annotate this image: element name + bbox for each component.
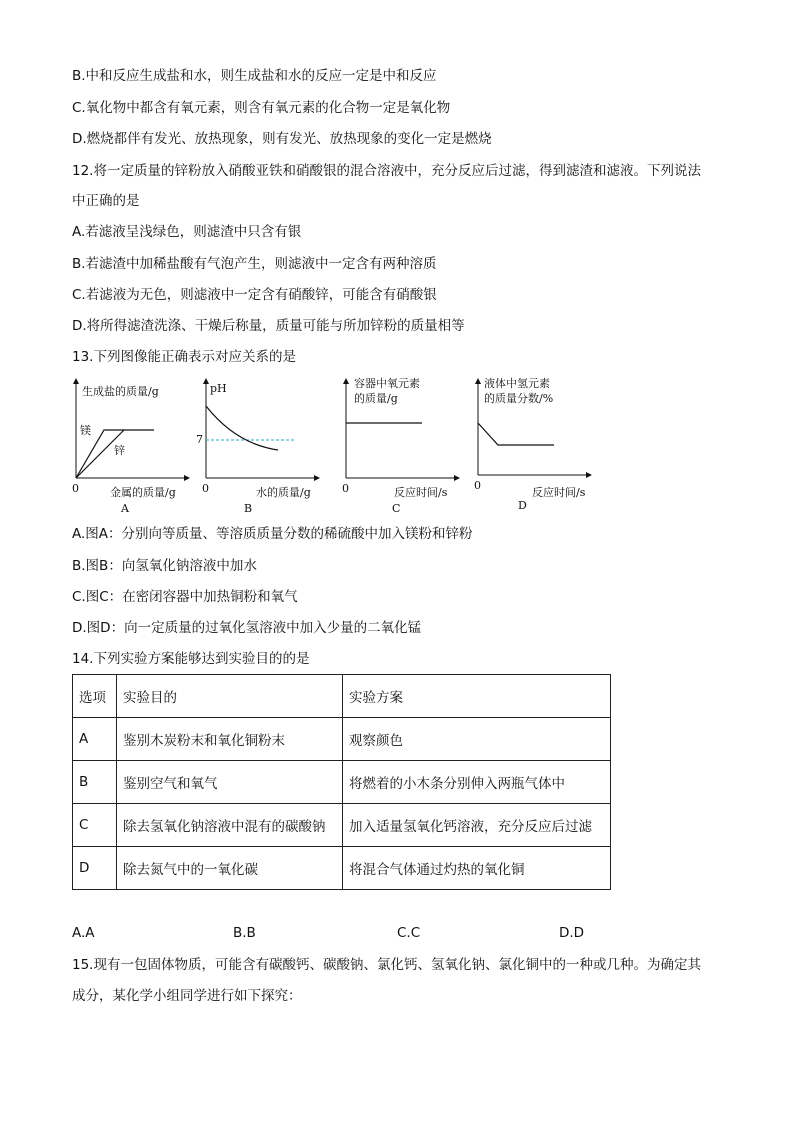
graph-a-ylabel: 生成盐的质量/g [82, 385, 159, 398]
graph-d-xlabel: 反应时间/s [532, 486, 586, 499]
graph-b-curve [206, 406, 278, 450]
graph-c-xlabel: 反应时间/s [394, 486, 448, 499]
graph-a-letter: A [121, 502, 129, 515]
graph-d-line [478, 423, 554, 445]
graph-a-series-mg: 镁 [80, 424, 91, 437]
graph-b [196, 378, 326, 518]
graph-c-origin: 0 [342, 482, 349, 495]
q12-option-b: B.若滤渣中加稀盐酸有气泡产生，则滤液中一定含有两种溶质 [72, 256, 437, 272]
table-cell: 除去氢氧化钠溶液中混有的碳酸钠 [117, 804, 343, 847]
table-cell: D [73, 847, 117, 890]
table-cell: 鉴别空气和氧气 [117, 761, 343, 804]
graph-d-origin: 0 [474, 479, 481, 492]
table-row [73, 804, 611, 847]
experiment-table [72, 674, 611, 890]
table-cell: C [73, 804, 117, 847]
graph-b-ylabel: pH [210, 382, 227, 395]
table-cell: B [73, 761, 117, 804]
graph-c-ylabel-2: 的质量/g [354, 392, 398, 405]
graph-c-ylabel-1: 容器中氧元素 [354, 377, 420, 390]
q12-stem-line1: 12.将一定质量的锌粉放入硝酸亚铁和硝酸银的混合溶液中，充分反应后过滤，得到滤渣和滤液。下列说法 [72, 163, 701, 179]
graph-b-origin: 0 [202, 482, 209, 495]
graph-d-ylabel-1: 液体中氢元素 [484, 377, 550, 390]
graph-a-series-zn: 锌 [114, 444, 125, 457]
table-cell: 观察颜色 [343, 718, 611, 761]
q12-option-a: A.若滤液呈浅绿色，则滤渣中只含有银 [72, 224, 302, 240]
q15-stem-line2: 成分，某化学小组同学进行如下探究： [72, 988, 302, 1004]
q12-option-d: D.将所得滤渣洗涤、干燥后称量，质量可能与所加锌粉的质量相等 [72, 318, 465, 334]
table-cell: 除去氮气中的一氧化碳 [117, 847, 343, 890]
q14-choice-c: C.C [397, 925, 421, 941]
q13-option-c: C.图C：在密闭容器中加热铜粉和氧气 [72, 589, 298, 605]
q15-stem-line1: 15.现有一包固体物质，可能含有碳酸钙、碳酸钠、氯化钙、氢氧化钠、氯化铜中的一种或几种。为确定其 [72, 957, 701, 973]
graph-c-letter: C [392, 502, 401, 515]
graph-b-xlabel: 水的质量/g [256, 486, 311, 499]
graph-b-ref-label: 7 [196, 433, 203, 446]
table-row [73, 718, 611, 761]
q12-stem-line2: 中正确的是 [72, 193, 140, 209]
graph-c [336, 375, 466, 518]
q13-option-a: A.图A：分别向等质量、等溶质质量分数的稀硫酸中加入镁粉和锌粉 [72, 526, 473, 542]
q12-option-c: C.若滤液为无色，则滤液中一定含有硝酸锌，可能含有硝酸银 [72, 287, 437, 303]
graph-a-origin: 0 [72, 482, 79, 495]
table-cell: 鉴别木炭粉末和氧化铜粉末 [117, 718, 343, 761]
q13-stem: 13.下列图像能正确表示对应关系的是 [72, 349, 296, 365]
q14-choice-a: A.A [72, 925, 95, 941]
table-cell: A [73, 718, 117, 761]
q13-option-d: D.图D：向一定质量的过氧化氢溶液中加入少量的二氧化锰 [72, 620, 422, 636]
table-cell: 加入适量氢氧化钙溶液，充分反应后过滤 [343, 804, 611, 847]
q11-option-c: C.氧化物中都含有氧元素，则含有氧元素的化合物一定是氧化物 [72, 100, 451, 116]
q11-option-d: D.燃烧都伴有发光、放热现象，则有发光、放热现象的变化一定是燃烧 [72, 131, 492, 147]
graph-d-letter: D [518, 499, 527, 512]
q14-stem: 14.下列实验方案能够达到实验目的的是 [72, 651, 310, 667]
q13-option-b: B.图B：向氢氧化钠溶液中加水 [72, 558, 257, 574]
header-cell: 选项 [73, 675, 117, 718]
graph-d-ylabel-2: 的质量分数/% [484, 392, 554, 405]
table-cell: 将燃着的小木条分别伸入两瓶气体中 [343, 761, 611, 804]
table-header-row [73, 675, 611, 718]
q14-choice-d: D.D [559, 925, 585, 941]
table-cell: 将混合气体通过灼热的氧化铜 [343, 847, 611, 890]
table-row [73, 847, 611, 890]
header-cell: 实验目的 [117, 675, 343, 718]
q11-option-b: B.中和反应生成盐和水，则生成盐和水的反应一定是中和反应 [72, 68, 437, 84]
table-row [73, 761, 611, 804]
graph-b-letter: B [244, 502, 253, 515]
graph-d [468, 375, 598, 518]
graph-a-xlabel: 金属的质量/g [110, 486, 176, 499]
q14-choice-b: B.B [233, 925, 256, 941]
header-cell: 实验方案 [343, 675, 611, 718]
graph-a [66, 378, 196, 518]
